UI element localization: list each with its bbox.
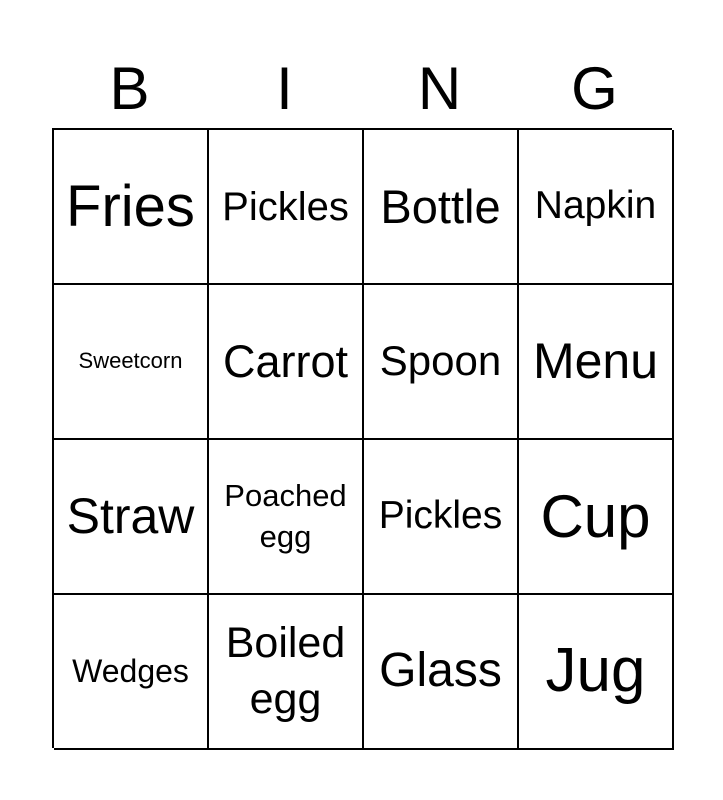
- bingo-cell[interactable]: Pickles: [364, 440, 519, 595]
- bingo-cell[interactable]: Poached egg: [209, 440, 364, 595]
- bingo-cell[interactable]: Napkin: [519, 130, 674, 285]
- bingo-board: [52, 128, 672, 748]
- bingo-cell[interactable]: Sweetcorn: [54, 285, 209, 440]
- bingo-cell[interactable]: Bottle: [364, 130, 519, 285]
- header-letter-g: G: [571, 55, 618, 122]
- bingo-cell[interactable]: Menu: [519, 285, 674, 440]
- header-letter-i: I: [276, 55, 293, 122]
- bingo-cell[interactable]: Fries: [54, 130, 209, 285]
- bingo-cell[interactable]: Cup: [519, 440, 674, 595]
- header-letter-n: N: [417, 55, 462, 122]
- bingo-header: [52, 50, 672, 128]
- bingo-cell[interactable]: Boiled egg: [209, 595, 364, 750]
- bingo-cell[interactable]: Spoon: [364, 285, 519, 440]
- header-letter-b: B: [109, 55, 150, 122]
- bingo-cell[interactable]: Straw: [54, 440, 209, 595]
- bingo-cell[interactable]: Jug: [519, 595, 674, 750]
- bingo-cell[interactable]: Pickles: [209, 130, 364, 285]
- bingo-cell[interactable]: Glass: [364, 595, 519, 750]
- bingo-cell[interactable]: Carrot: [209, 285, 364, 440]
- bingo-cell[interactable]: Wedges: [54, 595, 209, 750]
